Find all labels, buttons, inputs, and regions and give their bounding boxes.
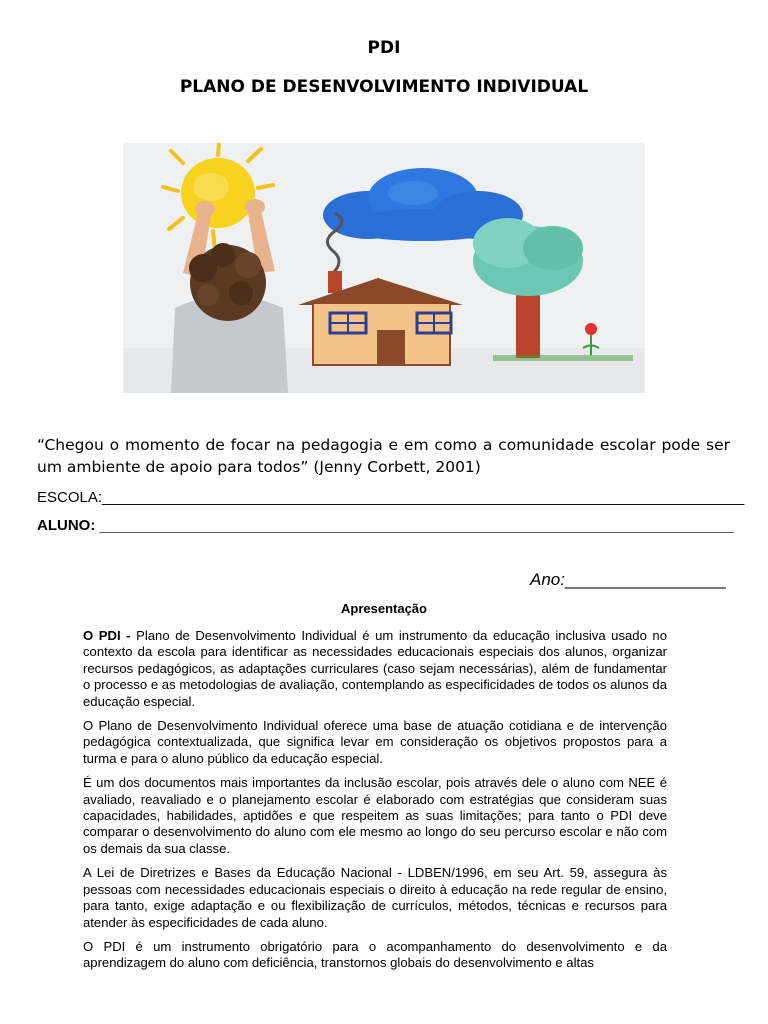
escola-label: ESCOLA: [37,489,103,506]
paragraph-1 [83,628,667,710]
section-body [83,628,667,980]
ano-line[interactable]: _________________ [564,570,726,589]
ano-label: Ano: [530,570,565,589]
escola-line[interactable]: _____________________________________________________________________________ [102,489,745,506]
paragraph-5: O PDI é um instrumento obrigatório para o acompanhamento do desenvolvimento e da aprendizagem do aluno com deficiência, transtornos globais do desenvolvimento e altas [83,938,667,971]
paragraph-3: É um dos documentos mais importantes da inclusão escolar, pois através dele o aluno com NEE é avaliado, reavaliado e o planejamento escolar é elaborado com estratégias que consideram suas capacidades, habilidades, aptidões e que respeitem as suas limitações; para tanto o PDI deve comparar o desenvolvimento do aluno com ele mesmo ao longo do seu percurso escolar e não com os demais da sua classe. [83,775,667,856]
document-acronym: PDI [367,38,401,58]
paragraph-1-lead: O PDI - [83,628,131,643]
paragraph-4: A Lei de Diretrizes e Bases da Educação Nacional - LDBEN/1996, em seu Art. 59, assegura às pessoas com necessidades educacionais especiais o direito à educação na rede regular de ensino, para tanto, exige adaptação e ou flexibilização de currículos, métodos, técnicas e recursos para atender às especificidades de cada aluno. [83,865,667,930]
aluno-line[interactable]: ____________________________________________________________________________ [99,517,734,534]
ano-field[interactable] [530,570,726,590]
epigraph-quote: “Chegou o momento de focar na pedagogia e em como a comunidade escolar pode ser um ambiente de apoio para todos” (Jenny Corbett, 2001) [37,436,730,476]
escola-field[interactable] [37,489,745,506]
aluno-field[interactable] [37,517,737,534]
document-title: PLANO DE DESENVOLVIMENTO INDIVIDUAL [179,77,589,97]
paragraph-2: O Plano de Desenvolvimento Individual oferece uma base de atuação cotidiana e de intervenção pedagógica contextualizada, que significa levar em consideração os objetivos propostos para a turma e para o aluno público da educação especial. [83,718,667,766]
paragraph-1-text: Plano de Desenvolvimento Individual é um instrumento da educação inclusiva usado no contexto da escola para identificar as necessidades educacionais especiais dos alunos, organizar recursos pedagógicos, as adaptações curriculares (caso sejam necessárias), além de fundamentar o processo e as metodologias de avaliação, contemplando as especificidades de todos os alunos da educação especial. [83,628,668,709]
child-drawing-illustration [123,143,645,393]
section-title: Apresentação [341,601,427,616]
aluno-label: ALUNO: [37,517,96,534]
